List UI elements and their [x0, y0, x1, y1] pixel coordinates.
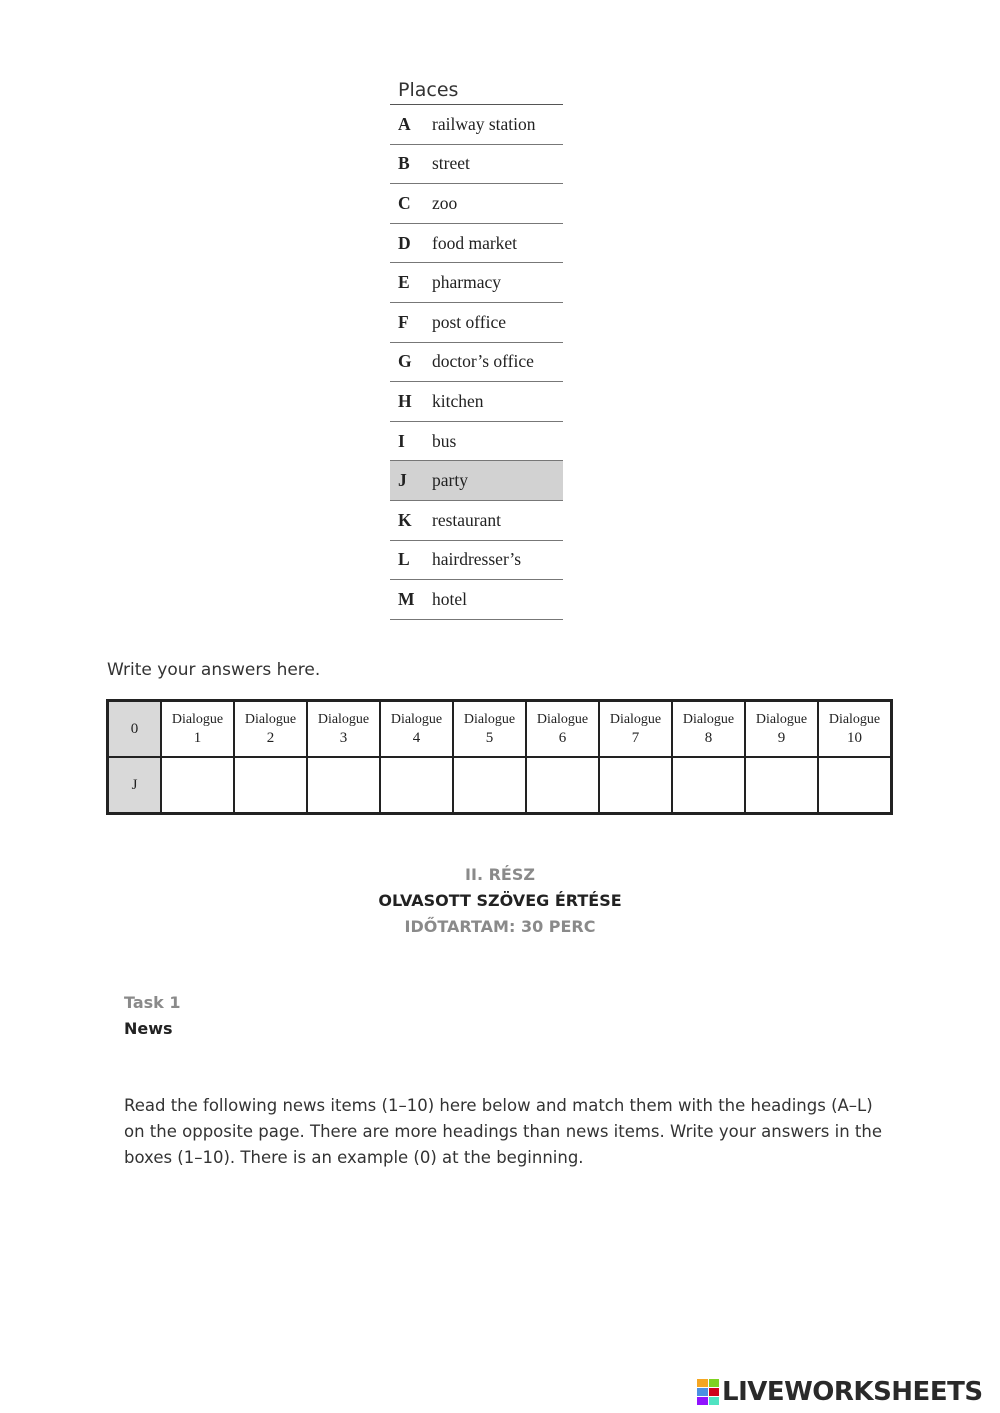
place-letter: F	[398, 311, 409, 332]
place-letter: M	[398, 588, 415, 609]
place-item	[390, 105, 563, 145]
dialogue-number: 10	[847, 730, 862, 746]
answer-input-row	[108, 757, 892, 814]
answer-box-3[interactable]	[307, 757, 380, 814]
place-item	[390, 224, 563, 264]
place-name: post office	[432, 311, 507, 332]
place-name: street	[432, 153, 470, 174]
section-header	[0, 862, 1000, 940]
dialogue-label: Dialogue	[682, 712, 735, 727]
dialogue-number: 1	[193, 730, 202, 746]
answer-box-10[interactable]	[818, 757, 892, 814]
dialogue-label: Dialogue	[244, 712, 297, 727]
dialogue-label: Dialogue	[755, 712, 808, 727]
place-name: restaurant	[432, 509, 501, 530]
place-item	[390, 382, 563, 422]
place-letter: B	[398, 153, 410, 174]
answer-table	[106, 699, 893, 815]
place-item	[390, 263, 563, 303]
liveworksheets-logo-icon	[697, 1379, 719, 1405]
place-name: pharmacy	[432, 272, 501, 293]
dialogue-label: Dialogue	[609, 712, 662, 727]
dialogue-header-9	[745, 701, 818, 758]
dialogue-number: 3	[339, 730, 348, 746]
dialogue-number: 6	[558, 730, 567, 746]
places-title: Places	[390, 76, 563, 105]
place-name: party	[432, 470, 468, 491]
places-rows	[390, 105, 563, 620]
place-letter: A	[398, 113, 411, 134]
dialogue-header-10	[818, 701, 892, 758]
place-letter: K	[398, 509, 412, 530]
task-name: News	[124, 1019, 173, 1038]
answer-box-6[interactable]	[526, 757, 599, 814]
dialogue-number: 2	[266, 730, 275, 746]
place-item	[390, 145, 563, 185]
place-item	[390, 184, 563, 224]
dialogue-label: Dialogue	[463, 712, 516, 727]
section-duration: IDŐTARTAM: 30 PERC	[404, 917, 596, 936]
dialogue-number: 8	[704, 730, 713, 746]
watermark-text: LIVEWORKSHEETS	[722, 1377, 983, 1407]
dialogue-header-8	[672, 701, 745, 758]
task-number: Task 1	[124, 993, 181, 1012]
dialogue-header-3	[307, 701, 380, 758]
place-item	[390, 422, 563, 462]
places-list	[390, 76, 563, 620]
place-letter: L	[398, 549, 410, 570]
task-heading	[124, 990, 181, 1042]
dialogue-number: 5	[485, 730, 494, 746]
place-name: kitchen	[432, 390, 484, 411]
dialogue-number: 7	[631, 730, 640, 746]
place-name: doctor’s office	[432, 351, 534, 372]
place-name: zoo	[432, 192, 458, 213]
place-letter: H	[398, 390, 412, 411]
place-item	[390, 541, 563, 581]
place-name: hotel	[432, 588, 467, 609]
place-letter: G	[398, 351, 412, 372]
place-item	[390, 343, 563, 383]
dialogue-header-4	[380, 701, 453, 758]
answer-header-row	[108, 701, 892, 758]
liveworksheets-watermark	[697, 1377, 983, 1407]
place-name: bus	[432, 430, 457, 451]
answer-box-2[interactable]	[234, 757, 307, 814]
section-title: OLVASOTT SZÖVEG ÉRTÉSE	[378, 891, 622, 910]
section-part: II. RÉSZ	[465, 865, 535, 884]
place-item	[390, 303, 563, 343]
dialogue-label: Dialogue	[390, 712, 443, 727]
place-item	[390, 501, 563, 541]
place-letter: I	[398, 430, 405, 451]
dialogue-header-2	[234, 701, 307, 758]
place-item	[390, 580, 563, 620]
dialogue-header-6	[526, 701, 599, 758]
dialogue-label: Dialogue	[317, 712, 370, 727]
dialogue-header-1	[161, 701, 234, 758]
place-letter: J	[398, 470, 407, 491]
place-name: hairdresser’s	[432, 549, 522, 570]
place-name: railway station	[432, 113, 536, 134]
answer-box-4[interactable]	[380, 757, 453, 814]
dialogue-header-7	[599, 701, 672, 758]
dialogue-number: 9	[777, 730, 786, 746]
dialogue-label: Dialogue	[828, 712, 881, 727]
answer-box-7[interactable]	[599, 757, 672, 814]
place-name: food market	[432, 232, 518, 253]
place-letter: E	[398, 272, 410, 293]
dialogue-number: 4	[412, 730, 421, 746]
answer-box-8[interactable]	[672, 757, 745, 814]
answer-box-1[interactable]	[161, 757, 234, 814]
answer-box-9[interactable]	[745, 757, 818, 814]
dialogue-label: Dialogue	[536, 712, 589, 727]
answer-box-5[interactable]	[453, 757, 526, 814]
answers-instruction: Write your answers here.	[107, 660, 321, 680]
dialogue-header-5	[453, 701, 526, 758]
place-item	[390, 461, 563, 501]
place-letter: D	[398, 232, 411, 253]
task-instructions: Read the following news items (1–10) here below and match them with the headings (A–L) on the opposite page. There are more headings than news items. Write your answers in the boxes (1–10). There is an example (0) at the beginning.	[124, 1096, 882, 1167]
place-letter: C	[398, 192, 411, 213]
dialogue-label: Dialogue	[171, 712, 224, 727]
example-answer: J	[108, 757, 162, 814]
example-label: 0	[108, 701, 162, 758]
